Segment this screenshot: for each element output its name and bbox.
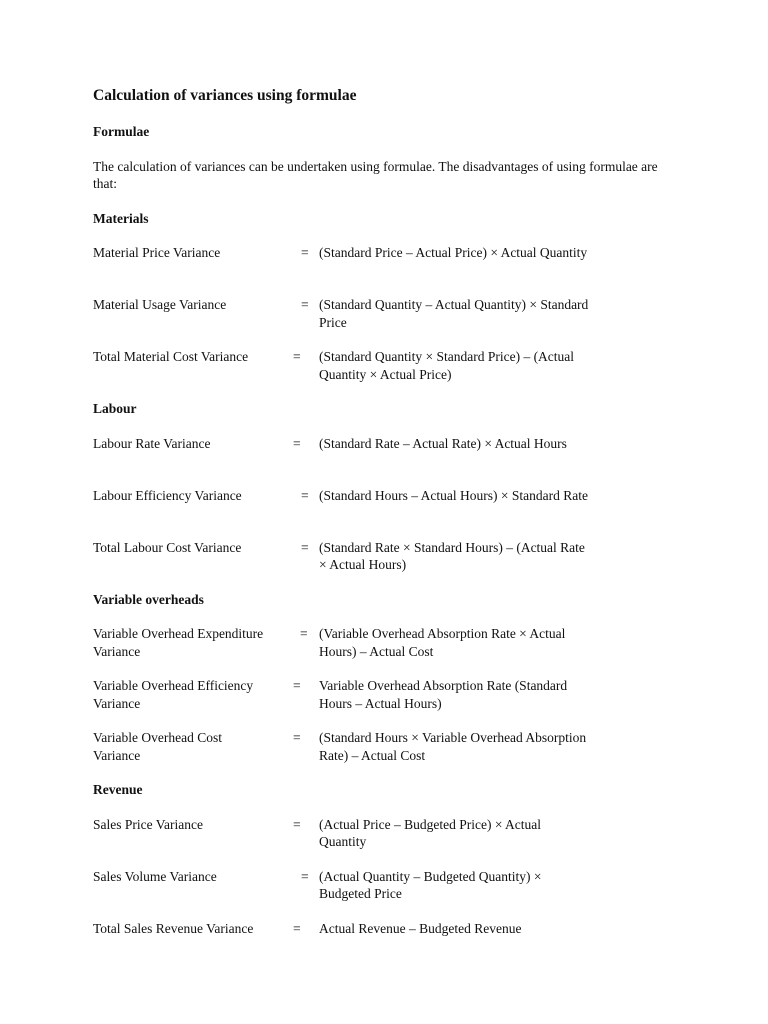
equals-sign: = xyxy=(293,730,301,745)
variance-formula: Actual Revenue – Budgeted Revenue xyxy=(319,920,522,936)
formula-row xyxy=(93,729,693,764)
formula-row xyxy=(93,868,693,903)
formula-row xyxy=(93,244,693,279)
formula-row xyxy=(93,539,693,574)
variance-name: Material Usage Variance xyxy=(93,297,227,312)
equals-sign: = xyxy=(301,539,309,555)
equals-sign: = xyxy=(293,920,301,936)
variance-name: Labour Rate Variance xyxy=(93,435,211,451)
equals-sign: = xyxy=(301,487,309,503)
formulae-heading: Formulae xyxy=(93,124,150,139)
equals-sign: = xyxy=(301,245,309,260)
variance-formula: (Variable Overhead Absorption Rate × Actual Hours) – Actual Cost xyxy=(319,626,566,659)
variable-overheads-heading: Variable overheads xyxy=(93,591,204,607)
variance-formula: (Standard Rate × Standard Hours) – (Actual Rate × Actual Hours) xyxy=(319,539,585,572)
variance-name: Total Material Cost Variance xyxy=(93,349,249,364)
formula-row xyxy=(93,677,693,712)
variance-name: Variable Overhead Expenditure Variance xyxy=(93,626,264,659)
formula-row xyxy=(93,816,693,851)
variance-name: Variable Overhead Efficiency Variance xyxy=(93,678,254,711)
equals-sign: = xyxy=(293,349,301,364)
variance-name: Total Labour Cost Variance xyxy=(93,539,242,555)
variance-name: Sales Volume Variance xyxy=(93,868,217,884)
variance-formula: (Standard Price – Actual Price) × Actual Quantity xyxy=(319,245,588,260)
variance-formula: (Actual Price – Budgeted Price) × Actual Quantity xyxy=(319,816,542,849)
equals-sign: = xyxy=(293,678,301,693)
formula-row xyxy=(93,625,693,660)
formula-row xyxy=(93,487,693,522)
variance-formula: (Standard Quantity × Standard Price) – (Actual Quantity × Actual Price) xyxy=(319,349,575,382)
formula-row xyxy=(93,296,693,331)
materials-heading: Materials xyxy=(93,210,149,226)
formula-row xyxy=(93,920,693,938)
labour-heading: Labour xyxy=(93,401,137,416)
revenue-heading: Revenue xyxy=(93,782,143,797)
variance-formula: (Standard Rate – Actual Rate) × Actual Hours xyxy=(319,435,567,451)
variance-name: Material Price Variance xyxy=(93,245,221,260)
intro-paragraph: The calculation of variances can be undertaken using formulae. The disadvantages of using formulae are that: xyxy=(93,158,658,191)
variance-formula: (Actual Quantity – Budgeted Quantity) × Budgeted Price xyxy=(319,868,542,901)
variance-formula: (Standard Quantity – Actual Quantity) × Standard Price xyxy=(319,297,589,330)
equals-sign: = xyxy=(300,626,308,641)
variance-name: Sales Price Variance xyxy=(93,816,203,832)
document-title: Calculation of variances using formulae xyxy=(93,87,357,104)
variance-name: Labour Efficiency Variance xyxy=(93,487,242,503)
variance-formula: (Standard Hours – Actual Hours) × Standard Rate xyxy=(319,487,588,503)
variance-formula: Variable Overhead Absorption Rate (Standard Hours – Actual Hours) xyxy=(319,678,568,711)
document-page xyxy=(93,86,693,954)
variance-name: Total Sales Revenue Variance xyxy=(93,920,254,936)
formula-row xyxy=(93,435,693,470)
equals-sign: = xyxy=(293,435,301,451)
variance-name: Variable Overhead Cost Variance xyxy=(93,730,222,763)
variance-formula: (Standard Hours × Variable Overhead Absorption Rate) – Actual Cost xyxy=(319,730,587,763)
formula-row xyxy=(93,348,693,383)
equals-sign: = xyxy=(301,297,309,312)
equals-sign: = xyxy=(301,868,309,884)
equals-sign: = xyxy=(293,816,301,832)
